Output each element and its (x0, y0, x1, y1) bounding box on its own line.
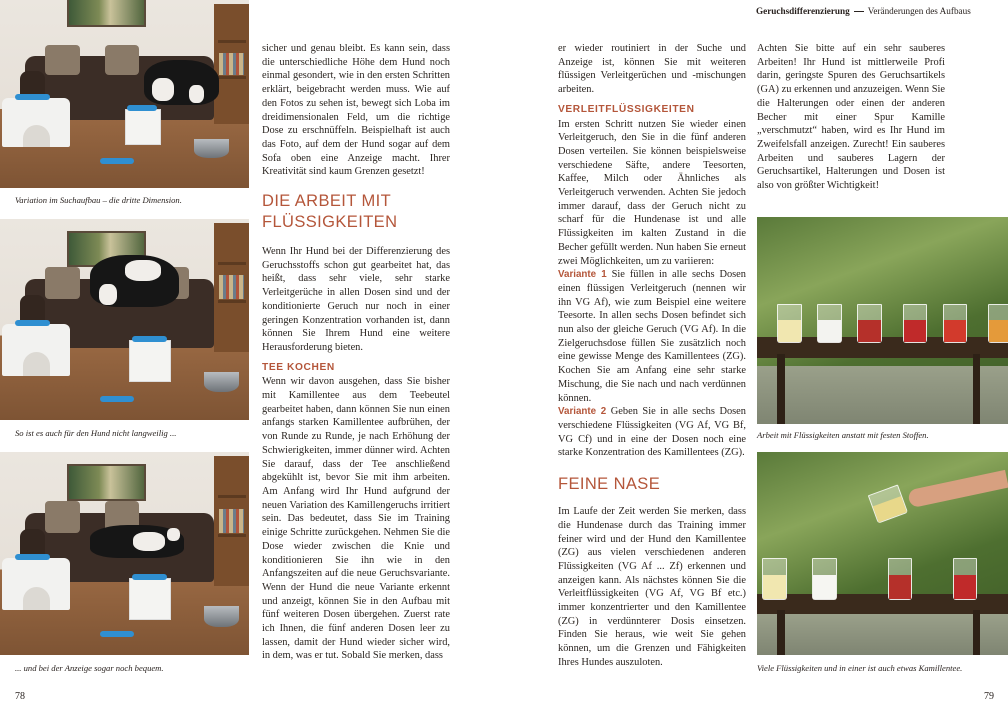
page-number-right: 79 (984, 691, 994, 702)
text-column-2 (558, 42, 746, 670)
running-header-subsection: Veränderungen des Aufbaus (867, 6, 971, 16)
caption-photo-3: ... und bei der Anzeige sogar noch bequem. (15, 663, 164, 673)
variante-2-text: Geben Sie in alle sechs Dosen verschiedene Flüssigkeiten (VG Af, VG Bf, VG Cf) und in eine der Dosen noch eine starke Konzentration des Kamillentees (ZG). (558, 406, 746, 459)
variante-2-label: Variante 2 (558, 406, 607, 418)
photo-dog-sniffing (0, 219, 249, 420)
paragraph: Im Laufe der Zeit werden Sie merken, dass die Hundenase durch das Training immer feiner wird und der Hund den Kamillentee (ZG) aus vielen verschiedenen anderen Flüssigkeiten (VG Af ... Zf) erkennen und anzeigen kann. Als nächstes können Sie die Verleitflüssigkeiten (VG Af, VG Bf etc.) immer konzentrierter und den Kamillentee (ZG) in verdünnterer Dosis einsetzen. Finden Sie heraus, wie weit Sie gehen können, um die Grenzen und Fähigkeiten Ihres Hundes auszuloten. (558, 506, 746, 668)
paragraph-variante-1 (558, 268, 746, 405)
text-column-3 (757, 42, 945, 193)
page-number-left: 78 (15, 691, 25, 702)
heading-tee-kochen: TEE KOCHEN (262, 361, 335, 373)
photo-liquid-cups-table (757, 217, 1008, 424)
running-header-section: Geruchsdifferenzierung (756, 6, 850, 16)
heading-verleitfluessigkeiten: VERLEITFLÜSSIGKEITEN (558, 103, 695, 115)
variante-1-text: Sie füllen in alle sechs Dosen einen flüssigen Verleitgeruch (nennen wir ihn VG Af), wie zum Beispiel eine weitere Teesorte. In allen sechs Dosen befindet sich nun also der gleiche Geruch (VG Af). In die Zielgeruchsdose füllen Sie zusätzlich noch eine gewisse Menge des Kamillentees (ZG). Kochen Sie am Anfang eine sehr starke Mischung, die Sie nach und nach verdünnen können. (558, 269, 746, 404)
paragraph: Wenn wir davon ausgehen, dass Sie bisher mit Kamillentee aus dem Teebeutel gearbeitet haben, dann können Sie nun einen anfangs starken Kamillentee aufbrühen, der von Runde zu Runde, je nach Erhöhung der Schwierigkeiten, immer dünner wird. Achten Sie darauf, dass der Tee anschließend abgekühlt ist, bevor Sie mit ihm arbeiten. Am Anfang wird Ihr Hund aufgrund der neuen Variation des Kamillengeruchs irritiert sein. Das bedeutet, dass Sie im Training einige Schritte zurückgehen. Nehmen Sie die Dose wieder zwischen die Knie und konditionieren Sie ihn wie in den Anfangszeiten auf die neue Geruchsvariante. Wenn der Hund die neue Variante erkennt und anzeigt, können Sie in den Aufbau mit fünf weiteren Dosen übergehen. Zuerst rate ich Ihnen, die fünf anderen Dosen leer zu lassen, damit der Hund wieder sicher wird, in dem, was er tut. Sobald Sie merken, dass (262, 376, 450, 662)
paragraph: er wieder routiniert in der Suche und Anzeige ist, können Sie mit weiteren flüssigen Verleitgerüchen und -mischungen arbeiten. (558, 43, 746, 96)
paragraph-variante-2 (558, 405, 746, 460)
photo-dog-on-sofa (0, 0, 249, 188)
text-column-1 (262, 42, 450, 663)
caption-photo-1: Variation im Suchaufbau – die dritte Dimension. (15, 195, 182, 205)
heading-feine-nase: FEINE NASE (558, 475, 661, 494)
paragraph: Wenn Ihr Hund bei der Differenzierung des Geruchsstoffs schon gut gearbeitet hat, das heißt, dass sehr viele, sehr starke Verleitgerüche in allen Dosen sind und der konditionierte Geruch nur noch in einer geringen Konzentration vorhanden ist, dann können Sie Ihrem Hund eine weitere Herausforderung bieten. (262, 246, 450, 353)
paragraph: sicher und genau bleibt. Es kann sein, dass die unterschiedliche Höhe dem Hund noch einmal gesondert, wie in den ersten Schritten erklärt, beigebracht werden muss. Wie auf den Fotos zu sehen ist, bewegt sich Loba im dreidimensionalen Feld, um die richtige Dose zu erschnüffeln. Beispielhaft ist auch das Foto, auf dem der Hund sogar auf dem Sofa oben eine Anzeige macht. Ihrer Kreativität sind kaum Grenzen gesetzt! (262, 43, 450, 178)
paragraph: Achten Sie bitte auf ein sehr sauberes Arbeiten! Ihr Hund ist mittlerweile Profi darin, geringste Spuren des Geruchsartikels (GA) zu erkennen und anzuzeigen. Wenn Sie die Halterungen oder einen der anderen Becher mit einer Spur Kamille „verschmutzt“ haben, wird es Ihr Hund im Zweifelsfall anzeigen. Zurecht! Ein sauberes Arbeiten und sauberes Lagern der Geruchsartikel, Halterungen und Dosen ist also von größter Wichtigkeit! (757, 43, 945, 192)
photo-dog-lying (0, 452, 249, 655)
running-header (756, 6, 971, 16)
em-dash (854, 11, 864, 12)
caption-photo-5: Viele Flüssigkeiten und in einer ist auch etwas Kamillentee. (757, 663, 963, 673)
paragraph: Im ersten Schritt nutzen Sie wieder einen Verleitgeruch, den Sie in die fünf anderen Dosen verteilen. Sie können beispielsweise verschiedene Säfte, andere Teesorten, Kaffee, Milch oder Ähnliches als Verleitgeruch verwenden. Achten Sie jedoch immer darauf, dass der Geruch nicht zu scharf für die Hundenase ist und alle Flüssigkeiten im kalten Zustand in die Becher gefüllt werden. Nun haben Sie erneut zwei Möglichkeiten, um zu variieren: (558, 118, 746, 267)
variante-1-label: Variante 1 (558, 269, 607, 281)
heading-arbeit-mit-fluessigkeiten: DIE ARBEIT MIT FLÜSSIGKEITEN (262, 192, 398, 232)
caption-photo-2: So ist es auch für den Hund nicht langweilig ... (15, 428, 177, 438)
photo-pouring-chamomile (757, 452, 1008, 655)
caption-photo-4: Arbeit mit Flüssigkeiten anstatt mit festen Stoffen. (757, 430, 929, 440)
